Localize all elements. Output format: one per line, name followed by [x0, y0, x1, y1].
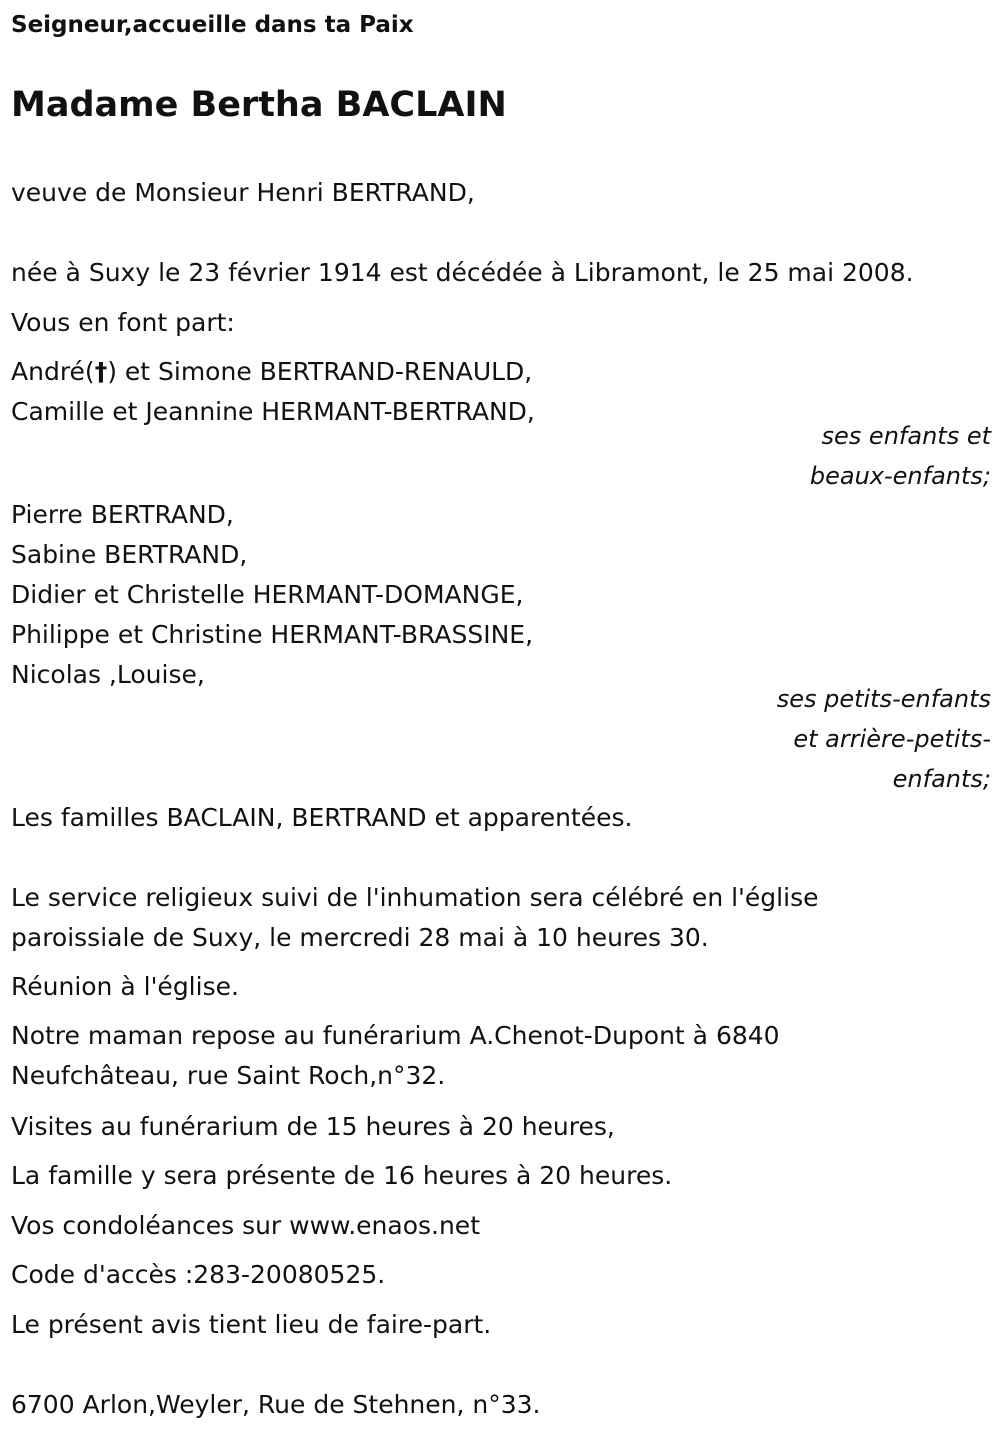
address-line: 6700 Arlon,Weyler, Rue de Stehnen, n°33. — [11, 1390, 541, 1419]
children-role-line-1: ses enfants et — [821, 422, 991, 450]
children-line-1-suffix: ) et Simone BERTRAND-RENAULD, — [107, 357, 533, 386]
access-code-line: Code d'accès :283-20080525. — [11, 1260, 386, 1289]
deceased-name: Madame Bertha BACLAIN — [11, 85, 507, 125]
cross-icon: † — [94, 357, 108, 386]
prayer-heading: Seigneur,accueille dans ta Paix — [11, 12, 414, 38]
birth-death-line: née à Suxy le 23 février 1914 est décédée à Libramont, le 25 mai 2008. — [11, 258, 914, 287]
grandchild-name: Nicolas ,Louise, — [11, 660, 205, 689]
meeting-line: Réunion à l'église. — [11, 972, 239, 1001]
children-line-2: Camille et Jeannine HERMANT-BERTRAND, — [11, 397, 535, 426]
children-line-1 — [11, 357, 532, 387]
grandchild-name: Philippe et Christine HERMANT-BRASSINE, — [11, 620, 534, 649]
grandchildren-role-line-3: enfants; — [892, 765, 991, 793]
grandchild-name: Pierre BERTRAND, — [11, 500, 234, 529]
funeral-home-line-2: Neufchâteau, rue Saint Roch,n°32. — [11, 1061, 446, 1090]
families-line: Les familles BACLAIN, BERTRAND et apparentées. — [11, 803, 633, 832]
service-line-2: paroissiale de Suxy, le mercredi 28 mai à 10 heures 30. — [11, 923, 709, 952]
children-line-1-prefix: André( — [11, 357, 95, 386]
notice-line: Le présent avis tient lieu de faire-part. — [11, 1310, 492, 1339]
grandchildren-role-line-1: ses petits-enfants — [776, 685, 991, 713]
family-present-line: La famille y sera présente de 16 heures à 20 heures. — [11, 1161, 673, 1190]
grandchild-name: Sabine BERTRAND, — [11, 540, 248, 569]
grandchild-name: Didier et Christelle HERMANT-DOMANGE, — [11, 580, 524, 609]
condolences-line: Vos condoléances sur www.enaos.net — [11, 1211, 480, 1240]
children-role-line-2: beaux-enfants; — [809, 462, 991, 490]
announcement-line: Vous en font part: — [11, 308, 235, 337]
service-line-1: Le service religieux suivi de l'inhumation sera célébré en l'église — [11, 883, 819, 912]
widow-of-line: veuve de Monsieur Henri BERTRAND, — [11, 178, 475, 207]
funeral-home-line-1: Notre maman repose au funérarium A.Chenot-Dupont à 6840 — [11, 1021, 780, 1050]
visits-line: Visites au funérarium de 15 heures à 20 heures, — [11, 1112, 615, 1141]
grandchildren-role-line-2: et arrière-petits- — [793, 725, 991, 753]
